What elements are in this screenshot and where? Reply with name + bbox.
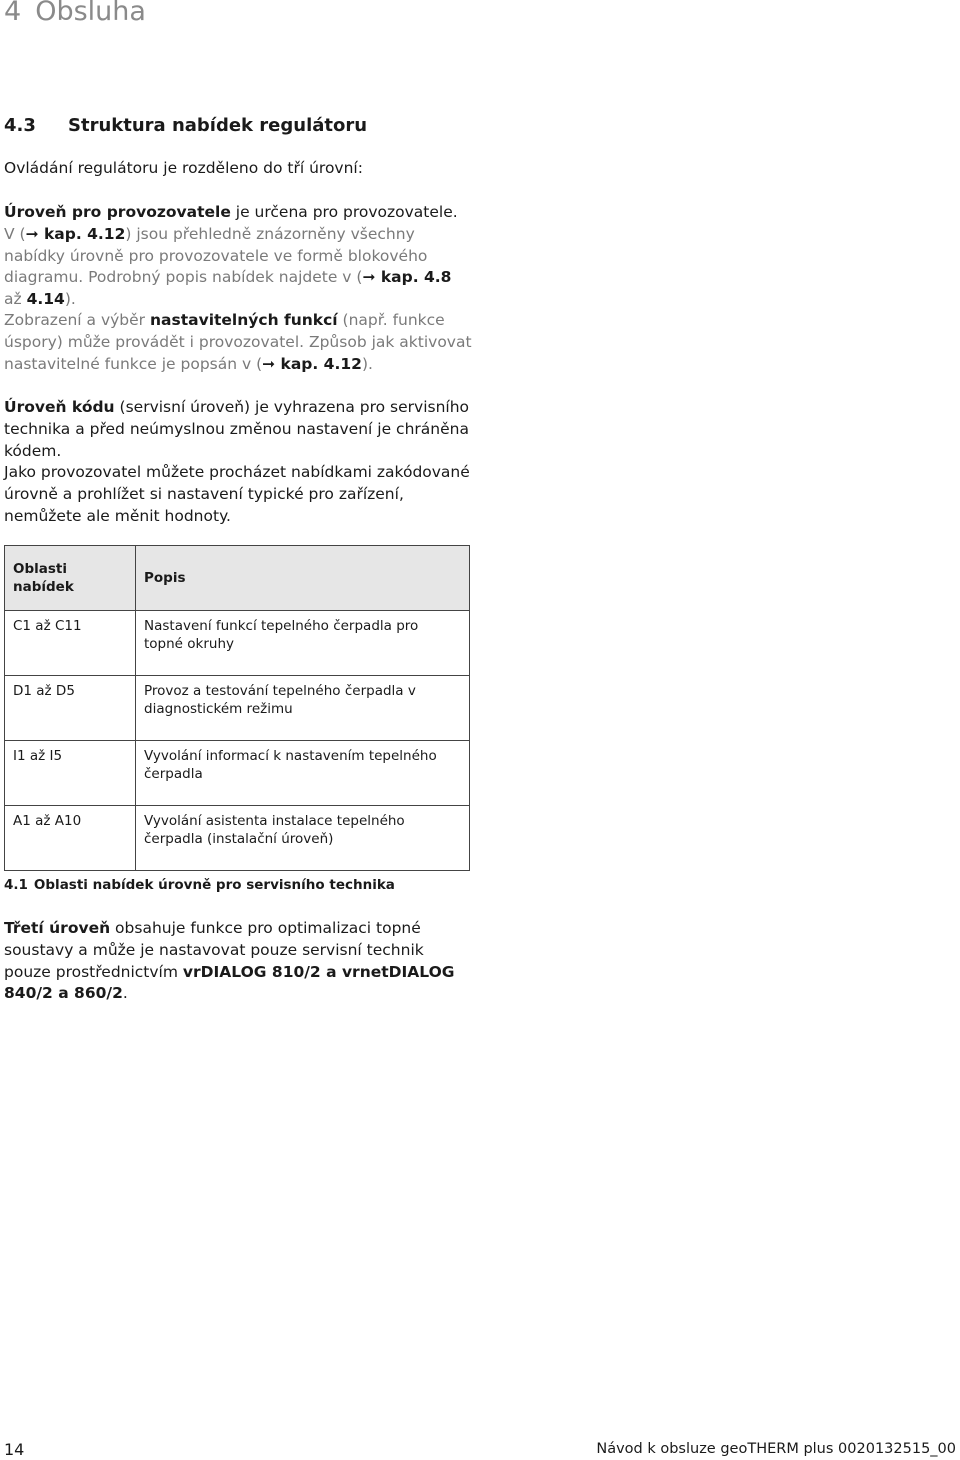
table-cell-desc xyxy=(136,741,470,806)
area-label: C1 až C11 xyxy=(13,618,82,634)
operator-level-text-3c: ). xyxy=(64,290,76,309)
desc-label: Nastavení funkcí tepelného čerpadla pro topné okruhy xyxy=(144,618,419,652)
table-caption xyxy=(4,877,395,893)
chapter-ref-link[interactable]: 4.14 xyxy=(26,290,65,309)
functions-text-1: Zobrazení a výběr xyxy=(4,311,150,329)
chapter-title: Obsluha xyxy=(35,0,146,27)
product-names: vrDIALOG 810/2 a vrnetDIALOG 840/2 a 860/2 xyxy=(4,962,455,1003)
table-cell-area xyxy=(5,611,136,676)
table-header-cell xyxy=(136,546,470,611)
caption-number: 4.1 xyxy=(4,877,28,893)
desc-label: Provoz a testování tepelného čerpadla v diagnostickém režimu xyxy=(144,683,416,717)
area-label: A1 až A10 xyxy=(13,813,82,829)
page-number: 14 xyxy=(4,1440,25,1459)
arrow-icon: ➞ xyxy=(362,268,376,287)
table-cell-area xyxy=(5,806,136,871)
code-level-text-1: (servisní úroveň) je vyhrazena pro servisního technika a před neúmyslnou změnou nastavení je chráněna kódem. xyxy=(4,398,470,460)
table-row xyxy=(5,676,470,741)
third-level-text-2: . xyxy=(122,984,128,1003)
table-cell-desc xyxy=(136,806,470,871)
functions-text-3: ). xyxy=(361,354,373,373)
table-cell-area xyxy=(5,741,136,806)
footer-document-title: Návod k obsluze geoTHERM plus 0020132515_00 xyxy=(596,1441,956,1457)
area-label: I1 až I5 xyxy=(13,748,63,764)
desc-label: Vyvolání informací k nastavením tepelného čerpadla xyxy=(144,748,437,782)
intro-paragraph: Ovládání regulátoru je rozděleno do tří úrovní: xyxy=(4,159,363,177)
code-level-term: Úroveň kódu xyxy=(4,398,115,416)
section-number: 4.3 xyxy=(4,115,36,136)
arrow-icon: ➞ xyxy=(262,354,276,373)
code-level-paragraph xyxy=(4,397,474,528)
chapter-ref-link[interactable]: kap. 4.12 xyxy=(38,224,126,243)
table-cell-desc xyxy=(136,611,470,676)
chapter-ref-link[interactable]: kap. 4.12 xyxy=(275,354,362,373)
code-level-text-2: Jako provozovatel můžete procházet nabídkami zakódované úrovně a prohlížet si nastavení typické pro zařízení, nemůžete ale měnit hodnoty. xyxy=(4,463,470,525)
chapter-number: 4 xyxy=(4,0,22,27)
table-row xyxy=(5,741,470,806)
caption-text: Oblasti nabídek úrovně pro servisního technika xyxy=(33,877,395,893)
operator-level-text-2a: V ( xyxy=(4,224,26,243)
operator-level-text: je určena pro provozovatele. xyxy=(230,203,458,221)
arrow-icon: ➞ xyxy=(25,224,39,243)
functions-text-2: (např. funkce úspory) může provádět i provozovatel. Způsob jak aktivovat nastavitelné funkce je popsán v ( xyxy=(4,311,472,373)
section-heading xyxy=(4,115,367,136)
functions-term: nastavitelných funkcí xyxy=(150,311,338,329)
third-level-term: Třetí úroveň xyxy=(4,919,111,937)
table-header-row xyxy=(5,546,470,611)
chapter-ref-link[interactable]: kap. 4.8 xyxy=(375,268,452,287)
table-cell-area xyxy=(5,676,136,741)
table-row xyxy=(5,611,470,676)
operator-level-paragraph xyxy=(4,202,474,311)
chapter-header xyxy=(4,0,146,27)
third-level-paragraph xyxy=(4,918,474,1005)
operator-level-text-3a: Podrobný popis nabídek najdete v ( xyxy=(88,268,363,287)
functions-paragraph xyxy=(4,310,474,375)
area-label: D1 až D5 xyxy=(13,683,75,699)
operator-level-term: Úroveň pro provozovatele xyxy=(4,203,231,221)
desc-label: Vyvolání asistenta instalace tepelného čerpadla (instalační úroveň) xyxy=(144,813,405,847)
header-label: Oblasti nabídek xyxy=(13,561,74,595)
section-title: Struktura nabídek regulátoru xyxy=(68,115,368,136)
table-cell-desc xyxy=(136,676,470,741)
header-label: Popis xyxy=(144,570,186,586)
table-header-cell xyxy=(5,546,136,611)
third-level-text-1: obsahuje funkce pro optimalizaci topné soustavy a může je nastavovat pouze servisní technik pouze prostřednictvím xyxy=(4,919,424,981)
table-row xyxy=(5,806,470,871)
menu-areas-table xyxy=(4,545,470,871)
operator-level-text-3b: až xyxy=(4,290,27,309)
operator-level-text-2b: ) jsou přehledně znázorněny všechny nabídky úrovně pro provozovatele ve formě blokového diagramu. xyxy=(4,224,428,287)
